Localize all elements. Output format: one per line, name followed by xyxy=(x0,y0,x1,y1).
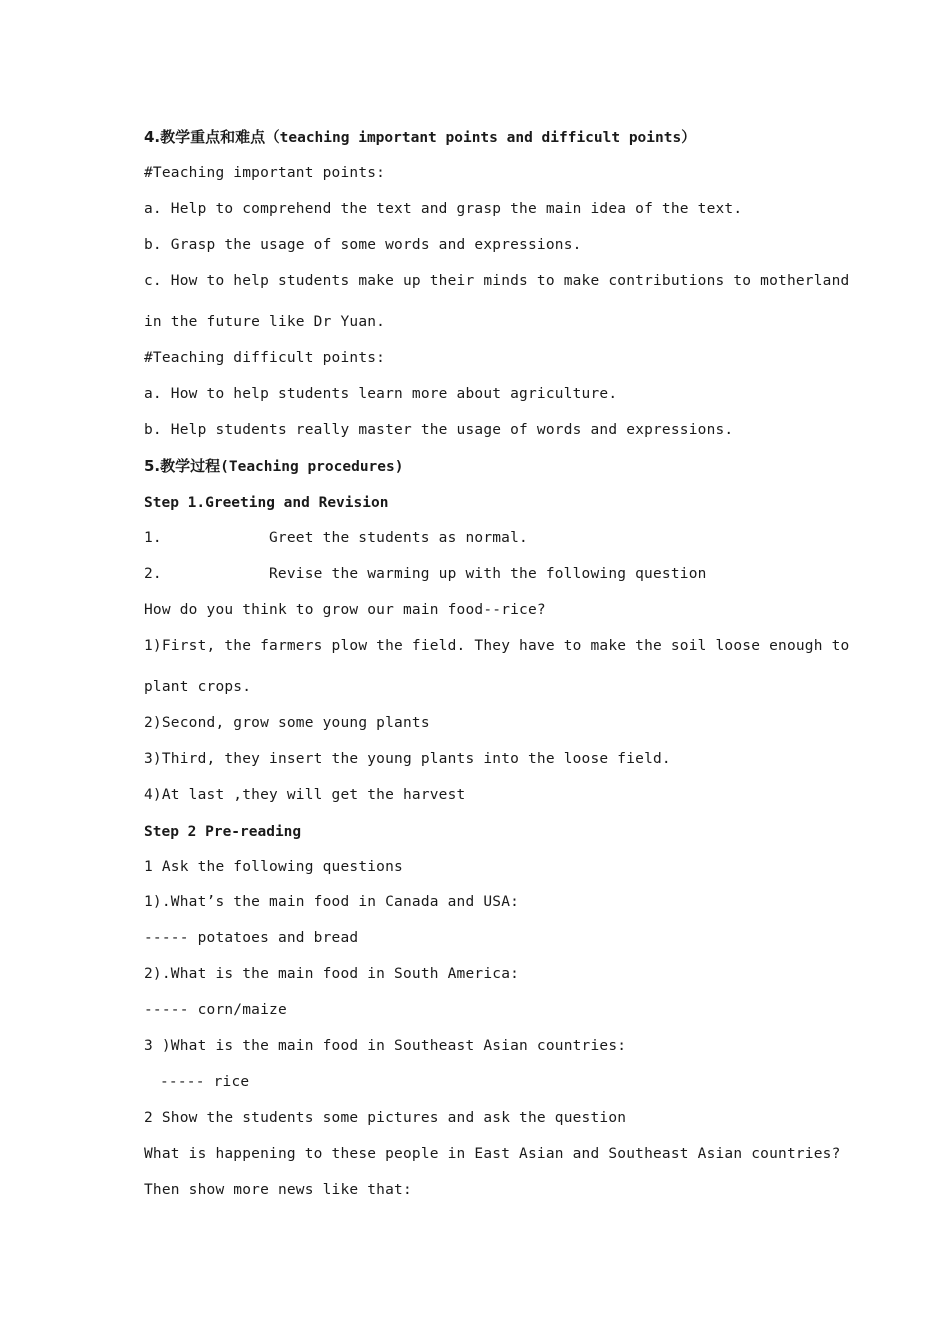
step-2-question-3: 3 )What is the main food in Southeast Asian countries: xyxy=(144,1038,627,1054)
step-1-answer-1-continued: plant crops. xyxy=(144,679,252,695)
step-2-answer-2: ----- corn/maize xyxy=(144,1002,287,1018)
section-4-heading-cn: 4.教学重点和难点 xyxy=(144,128,266,146)
step-1-item-1-text: Greet the students as normal. xyxy=(269,530,528,546)
step-1-answer-3: 3)Third, they insert the young plants into the loose field. xyxy=(144,751,671,767)
step-1-item-1 xyxy=(144,528,528,548)
important-point-c-continued: in the future like Dr Yuan. xyxy=(144,314,386,330)
important-point-b: b. Grasp the usage of some words and expressions. xyxy=(144,237,582,253)
section-4-heading xyxy=(144,127,696,148)
step-1-answer-2: 2)Second, grow some young plants xyxy=(144,715,430,731)
important-points-label: #Teaching important points: xyxy=(144,165,386,181)
step-1-title: Step 1.Greeting and Revision xyxy=(144,495,389,511)
step-2-question-1: 1).What’s the main food in Canada and USA: xyxy=(144,894,520,910)
step-1-item-2 xyxy=(144,564,707,584)
section-5-heading-en: (Teaching procedures) xyxy=(220,459,404,475)
step-1-answer-4: 4)At last ,they will get the harvest xyxy=(144,787,466,803)
difficult-points-label: #Teaching difficult points: xyxy=(144,350,386,366)
important-point-c: c. How to help students make up their minds to make contributions to motherland xyxy=(144,273,850,289)
section-5-heading-cn: 5.教学过程 xyxy=(144,457,221,475)
step-2-more-news: Then show more news like that: xyxy=(144,1182,412,1198)
step-1-answer-1: 1)First, the farmers plow the field. They have to make the soil loose enough to xyxy=(144,638,850,654)
step-2-answer-3: ----- rice xyxy=(160,1074,250,1090)
step-2-intro: 1 Ask the following questions xyxy=(144,859,403,875)
step-2-answer-1: ----- potatoes and bread xyxy=(144,930,359,946)
step-1-question: How do you think to grow our main food--rice? xyxy=(144,602,546,618)
step-1-item-1-number: 1. xyxy=(144,530,162,546)
step-2-picture-question: What is happening to these people in East Asian and Southeast Asian countries? xyxy=(144,1146,841,1162)
difficult-point-b: b. Help students really master the usage of words and expressions. xyxy=(144,422,734,438)
step-1-item-2-text: Revise the warming up with the following question xyxy=(269,566,707,582)
difficult-point-a: a. How to help students learn more about agriculture. xyxy=(144,386,618,402)
important-point-a: a. Help to comprehend the text and grasp the main idea of the text. xyxy=(144,201,743,217)
step-2-show-pictures: 2 Show the students some pictures and ask the question xyxy=(144,1110,627,1126)
section-4-heading-en: （teaching important points and difficult points） xyxy=(265,130,696,146)
step-2-title: Step 2 Pre-reading xyxy=(144,824,302,840)
step-2-question-2: 2).What is the main food in South America: xyxy=(144,966,520,982)
step-1-item-2-number: 2. xyxy=(144,566,162,582)
section-5-heading xyxy=(144,456,403,477)
